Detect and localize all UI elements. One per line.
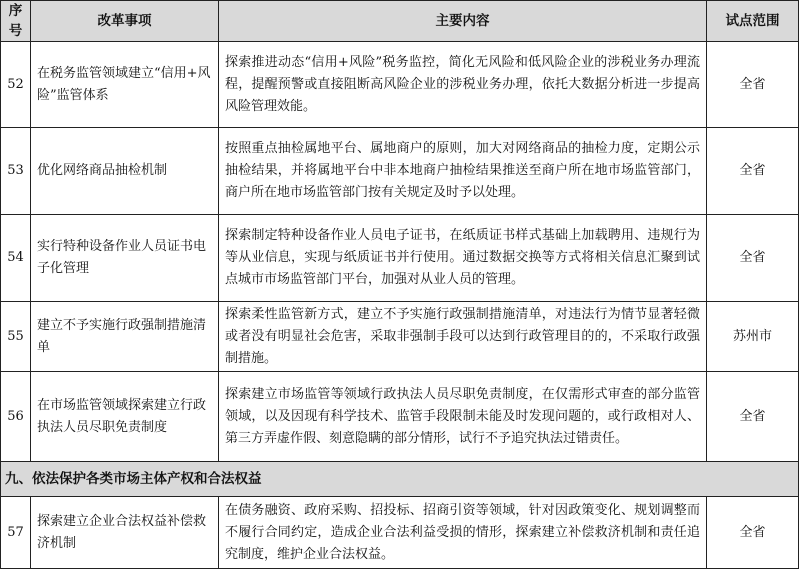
row-content: 探索制定特种设备作业人员电子证书，在纸质证书样式基础上加载聘用、违规行为等从业信息，实现与纸质证书并行使用。通过数据交换等方式将相关信息汇聚到试点城市市场监管部门平台，加强对从业人员的管理。 bbox=[219, 215, 707, 302]
table-row bbox=[1, 302, 799, 372]
header-num: 序号 bbox=[1, 1, 31, 42]
row-content: 在债务融资、政府采购、招投标、招商引资等领域，针对因政策变化、规划调整而不履行合同约定，造成企业合法利益受损的情形，探索建立补偿救济机制和责任追究制度，维护企业合法权益。 bbox=[219, 497, 707, 569]
table-row bbox=[1, 372, 799, 462]
table-row bbox=[1, 128, 799, 215]
header-scope: 试点范围 bbox=[707, 1, 799, 42]
row-item: 建立不予实施行政强制措施清单 bbox=[31, 302, 219, 372]
row-num: 53 bbox=[1, 128, 31, 215]
row-content: 探索柔性监管新方式，建立不予实施行政强制措施清单，对违法行为情节显著轻微或者没有明显社会危害，采取非强制手段可以达到行政管理目的的，不采取行政强制措施。 bbox=[219, 302, 707, 372]
table-row bbox=[1, 42, 799, 128]
row-item: 探索建立企业合法权益补偿救济机制 bbox=[31, 497, 219, 569]
section-title: 九、依法保护各类市场主体产权和合法权益 bbox=[1, 462, 799, 497]
row-content: 探索推进动态“信用+风险”税务监控，简化无风险和低风险企业的涉税业务办理流程，提醒预警或直接阻断高风险企业的涉税业务办理，依托大数据分析进一步提高风险管理效能。 bbox=[219, 42, 707, 128]
row-num: 54 bbox=[1, 215, 31, 302]
row-scope: 全省 bbox=[707, 215, 799, 302]
row-scope: 全省 bbox=[707, 128, 799, 215]
row-scope: 苏州市 bbox=[707, 302, 799, 372]
row-item: 优化网络商品抽检机制 bbox=[31, 128, 219, 215]
row-num: 56 bbox=[1, 372, 31, 462]
section-row bbox=[1, 462, 799, 497]
row-scope: 全省 bbox=[707, 497, 799, 569]
table-row bbox=[1, 215, 799, 302]
row-scope: 全省 bbox=[707, 42, 799, 128]
header-item: 改革事项 bbox=[31, 1, 219, 42]
row-item: 在税务监管领域建立“信用+风险”监管体系 bbox=[31, 42, 219, 128]
row-item: 实行特种设备作业人员证书电子化管理 bbox=[31, 215, 219, 302]
row-num: 55 bbox=[1, 302, 31, 372]
row-num: 57 bbox=[1, 497, 31, 569]
row-num: 52 bbox=[1, 42, 31, 128]
header-content: 主要内容 bbox=[219, 1, 707, 42]
row-content: 探索建立市场监管等领域行政执法人员尽职免责制度，在仅需形式审查的部分监管领域，以及因现有科学技术、监管手段限制未能及时发现问题的，或行政相对人、第三方弄虚作假、刻意隐瞒的部分情形，试行不予追究执法过错责任。 bbox=[219, 372, 707, 462]
row-scope: 全省 bbox=[707, 372, 799, 462]
row-item: 在市场监管领域探索建立行政执法人员尽职免责制度 bbox=[31, 372, 219, 462]
table-header-row bbox=[1, 1, 799, 42]
row-content: 按照重点抽检属地平台、属地商户的原则，加大对网络商品的抽检力度，定期公示抽检结果，并将属地平台中非本地商户抽检结果推送至商户所在地市场监管部门，商户所在地市场监管部门按有关规定及时予以处理。 bbox=[219, 128, 707, 215]
